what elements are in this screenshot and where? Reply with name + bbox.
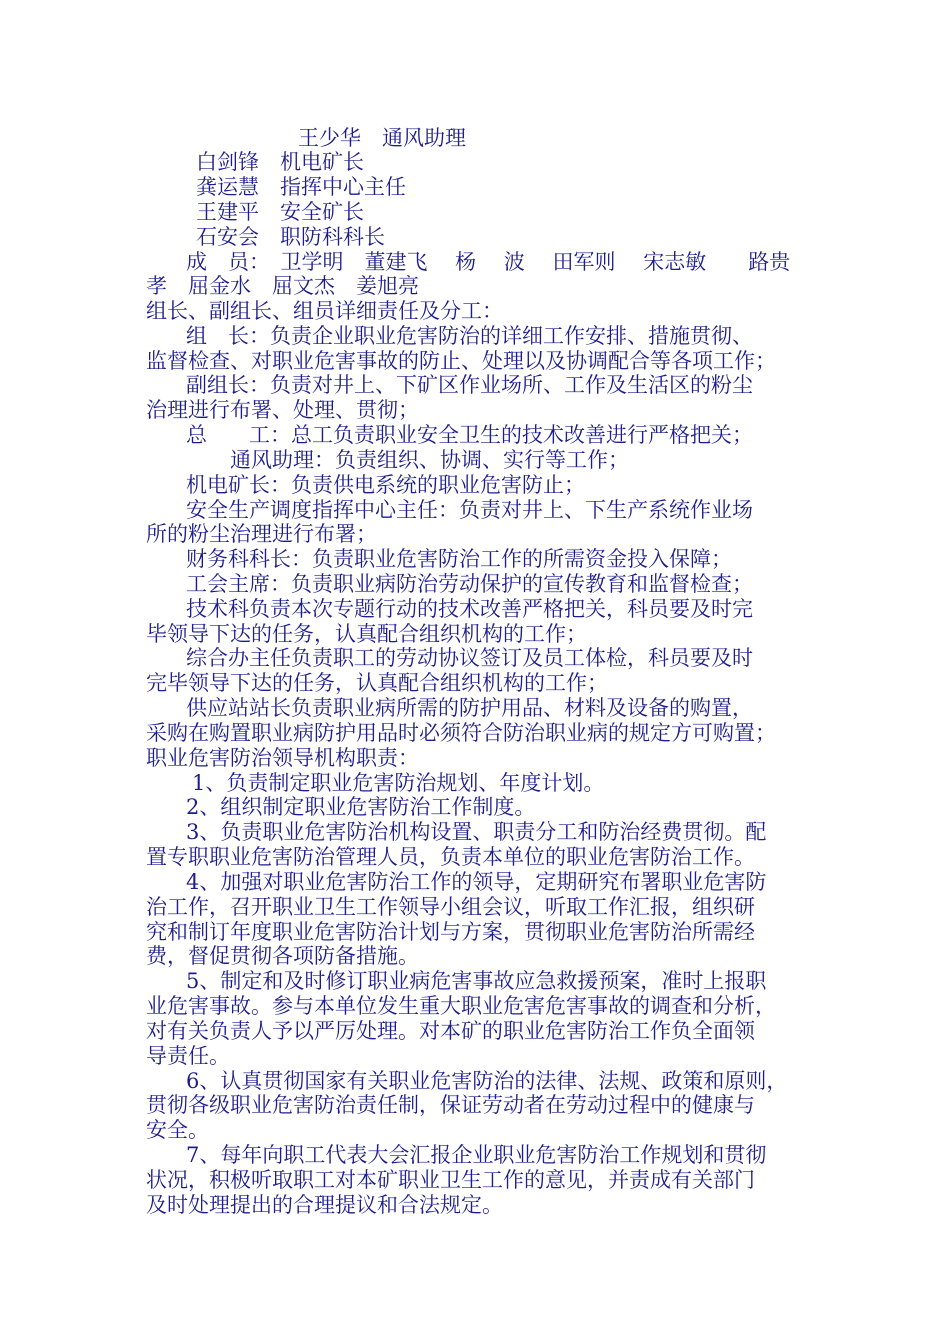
text-line: 导责任。	[146, 1044, 230, 1068]
text-line: 综合办主任负责职工的劳动协议签订及员工体检，科员要及时	[186, 646, 753, 670]
text-line: 业危害事故。参与本单位发生重大职业危害危害事故的调查和分析，	[146, 994, 776, 1018]
text-line: 职业危害防治领导机构职责：	[146, 746, 419, 770]
text-line: 龚运慧 指挥中心主任	[196, 175, 406, 199]
text-line: 治工作，召开职业卫生工作领导小组会议，听取工作汇报，组织研	[146, 895, 755, 919]
text-line: 技术科负责本次专题行动的技术改善严格把关，科员要及时完	[186, 597, 753, 621]
text-line: 贯彻各级职业危害防治责任制，保证劳动者在劳动过程中的健康与	[146, 1093, 755, 1117]
text-line: 总 工：总工负责职业安全卫生的技术改善进行严格把关；	[186, 423, 753, 447]
text-line: 6、认真贯彻国家有关职业危害防治的法律、法规、政策和原则，	[186, 1069, 788, 1093]
text-line: 供应站站长负责职业病所需的防护用品、材料及设备的购置，	[186, 696, 753, 720]
text-line: 工会主席：负责职业病防治劳动保护的宣传教育和监督检查；	[186, 572, 753, 596]
text-line: 王少华 通风助理	[298, 126, 466, 150]
text-line: 安全生产调度指挥中心主任：负责对井上、下生产系统作业场	[186, 498, 753, 522]
text-line: 毕领导下达的任务，认真配合组织机构的工作；	[146, 622, 587, 646]
text-line: 5、制定和及时修订职业病危害事故应急救援预案，准时上报职	[186, 969, 767, 993]
text-line: 孝 屈金水 屈文杰 姜旭亮	[146, 274, 419, 298]
text-line: 1、负责制定职业危害防治规划、年度计划。	[192, 771, 605, 795]
text-line: 采购在购置职业病防护用品时必须符合防治职业病的规定方可购置；	[146, 721, 776, 745]
text-line: 究和制订年度职业危害防治计划与方案，贯彻职业危害防治所需经	[146, 920, 755, 944]
text-line: 费，督促贯彻各项防备措施。	[146, 944, 419, 968]
text-line: 完毕领导下达的任务，认真配合组织机构的工作；	[146, 671, 608, 695]
text-line: 副组长：负责对井上、下矿区作业场所、工作及生活区的粉尘	[186, 373, 753, 397]
text-line: 组 长：负责企业职业危害防治的详细工作安排、措施贯彻、	[186, 324, 753, 348]
text-line: 王建平 安全矿长	[196, 200, 364, 224]
text-line: 4、加强对职业危害防治工作的领导，定期研究布署职业危害防	[186, 870, 767, 894]
text-line: 7、每年向职工代表大会汇报企业职业危害防治工作规划和贯彻	[186, 1143, 767, 1167]
text-line: 对有关负责人予以严厉处理。对本矿的职业危害防治工作负全面领	[146, 1019, 755, 1043]
text-line: 3、负责职业危害防治机构设置、职责分工和防治经费贯彻。配	[186, 820, 767, 844]
text-line: 安全。	[146, 1118, 209, 1142]
text-line: 白剑锋 机电矿长	[196, 150, 364, 174]
text-line: 治理进行布署、处理、贯彻；	[146, 398, 419, 422]
text-line: 石安会 职防科科长	[196, 225, 385, 249]
text-line: 2、组织制定职业危害防治工作制度。	[186, 795, 536, 819]
text-line: 置专职职业危害防治管理人员，负责本单位的职业危害防治工作。	[146, 845, 755, 869]
text-line: 状况，积极听取职工对本矿职业卫生工作的意见，并责成有关部门	[146, 1168, 755, 1192]
text-line: 机电矿长：负责供电系统的职业危害防止；	[186, 473, 585, 497]
text-line: 所的粉尘治理进行布署；	[146, 522, 377, 546]
text-line: 组长、副组长、组员详细责任及分工：	[146, 299, 503, 323]
text-line: 成 员： 卫学明 董建飞 杨 波 田军则 宋志敏 路贵	[186, 250, 791, 274]
text-line: 财务科科长：负责职业危害防治工作的所需资金投入保障；	[186, 547, 732, 571]
text-line: 监督检查、对职业危害事故的防止、处理以及协调配合等各项工作；	[146, 349, 776, 373]
text-line: 通风助理：负责组织、协调、实行等工作；	[230, 448, 629, 472]
text-line: 及时处理提出的合理提议和合法规定。	[146, 1193, 503, 1217]
